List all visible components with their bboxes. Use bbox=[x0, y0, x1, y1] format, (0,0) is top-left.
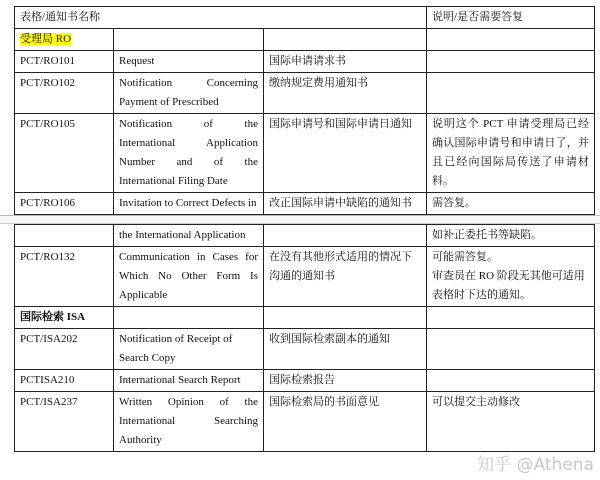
form-name-en: Request bbox=[114, 51, 264, 73]
form-note: 说明这个 PCT 申请受理局已经确认国际申请号和申请日了，并且已经向国际局传送了申请材料。 bbox=[427, 114, 595, 193]
form-code: PCT/ISA237 bbox=[15, 392, 114, 452]
watermark: 知乎 @Athena bbox=[477, 455, 594, 475]
table-row bbox=[15, 247, 595, 307]
form-code: PCT/ISA202 bbox=[15, 329, 114, 370]
form-name-en: Notification of Receipt of Search Copy bbox=[114, 329, 264, 370]
table-row bbox=[15, 370, 595, 392]
table-row bbox=[15, 73, 595, 114]
cell bbox=[264, 225, 427, 247]
form-code: PCTISA210 bbox=[15, 370, 114, 392]
form-code: PCT/RO106 bbox=[15, 193, 114, 215]
form-name-en: International Search Report bbox=[114, 370, 264, 392]
table-row bbox=[15, 392, 595, 452]
form-name-zh: 国际检索报告 bbox=[264, 370, 427, 392]
form-name-en: Written Opinion of the International Searching Authority bbox=[114, 392, 264, 452]
form-note bbox=[427, 51, 595, 73]
table-row-continued bbox=[15, 225, 595, 247]
cell bbox=[15, 225, 114, 247]
form-code: PCT/RO132 bbox=[15, 247, 114, 307]
form-name-zh: 改正国际申请中缺陷的通知书 bbox=[264, 193, 427, 215]
form-name-en: Notification Concerning Payment of Prescribed bbox=[114, 73, 264, 114]
form-note bbox=[427, 329, 595, 370]
header-name-text: 表格/通知书名称 bbox=[20, 11, 101, 23]
form-name-zh: 国际申请请求书 bbox=[264, 51, 427, 73]
form-note bbox=[427, 247, 595, 307]
section-row-isa bbox=[15, 307, 595, 329]
form-name-zh: 国际申请号和国际申请日通知 bbox=[264, 114, 427, 193]
form-name-zh: 国际检索局的书面意见 bbox=[264, 392, 427, 452]
form-note bbox=[427, 73, 595, 114]
section-ro bbox=[15, 29, 114, 51]
form-note bbox=[427, 370, 595, 392]
form-code: PCT/RO102 bbox=[15, 73, 114, 114]
form-code: PCT/RO101 bbox=[15, 51, 114, 73]
table-header-row bbox=[15, 7, 595, 29]
table-row bbox=[15, 329, 595, 370]
page-break bbox=[0, 215, 600, 224]
form-name-zh: 在没有其他形式适用的情况下沟通的通知书 bbox=[264, 247, 427, 307]
form-name-en: the International Application bbox=[114, 225, 264, 247]
form-note: 如补正委托书等缺陷。 bbox=[427, 225, 595, 247]
form-note: 需答复。 bbox=[427, 193, 595, 215]
form-name-en: Invitation to Correct Defects in bbox=[114, 193, 264, 215]
form-name-zh: 收到国际检索副本的通知 bbox=[264, 329, 427, 370]
form-name-zh: 缴纳规定费用通知书 bbox=[264, 73, 427, 114]
cell bbox=[114, 307, 264, 329]
section-row-ro bbox=[15, 29, 595, 51]
table-row bbox=[15, 114, 595, 193]
form-note: 可以提交主动修改 bbox=[427, 392, 595, 452]
note-line: 可能需答复。 bbox=[432, 251, 498, 263]
cell bbox=[264, 307, 427, 329]
forms-table-page1 bbox=[14, 6, 595, 215]
table-row bbox=[15, 193, 595, 215]
form-name-en: Notification of the International Application Number and of the International Filing Date bbox=[114, 114, 264, 193]
cell bbox=[114, 29, 264, 51]
header-note bbox=[427, 7, 595, 29]
header-name bbox=[15, 7, 427, 29]
cell bbox=[427, 307, 595, 329]
header-note-text: 说明/是否需要答复 bbox=[432, 11, 524, 23]
table-row bbox=[15, 51, 595, 73]
form-name-en: Communication in Cases for Which No Other Form Is Applicable bbox=[114, 247, 264, 307]
section-ro-label: 受理局 RO bbox=[20, 33, 72, 45]
forms-table-page2 bbox=[14, 224, 595, 452]
form-code: PCT/RO105 bbox=[15, 114, 114, 193]
section-isa: 国际检索 ISA bbox=[15, 307, 114, 329]
cell bbox=[427, 29, 595, 51]
note-line: 审查员在 RO 阶段无其他可适用表格时下达的通知。 bbox=[432, 270, 585, 301]
cell bbox=[264, 29, 427, 51]
